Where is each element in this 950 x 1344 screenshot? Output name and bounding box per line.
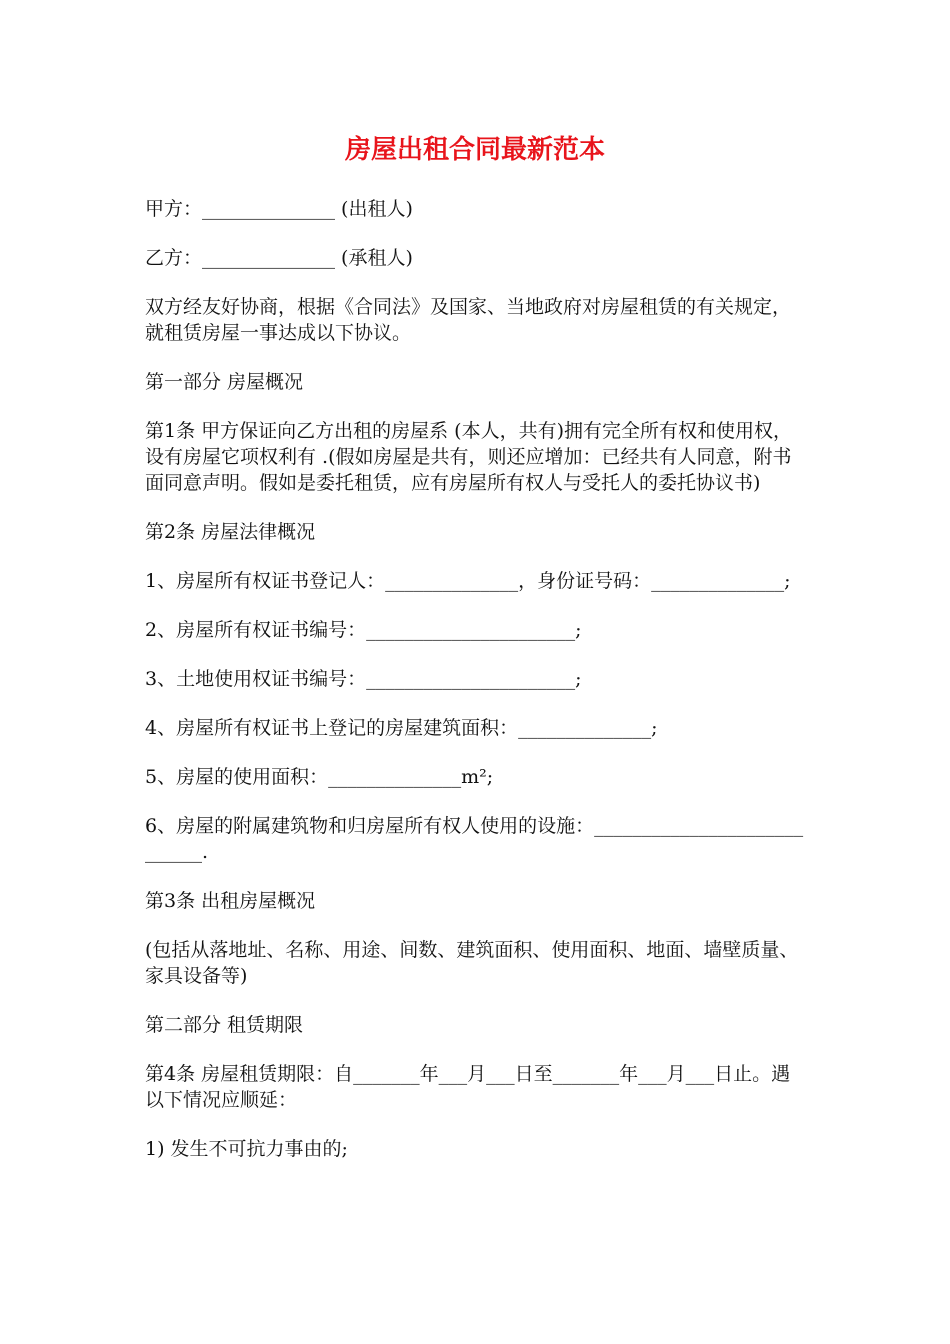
list-item-1: 1) 发生不可抗力事由的; [145, 1138, 348, 1160]
article-3-note: (包括从落地址、名称、用途、间数、建筑面积、使用面积、地面、墙壁质量、家具设备等) [145, 939, 799, 987]
section-heading-part-1: 第一部分 房屋概况 [145, 371, 304, 393]
document-title: 房屋出租合同最新范本 [344, 135, 605, 165]
article-2-heading: 第2条 房屋法律概况 [145, 521, 316, 543]
preamble-paragraph: 双方经友好协商，根据《合同法》及国家、当地政府对房屋租赁的有关规定，就租赁房屋一事达成以下协议。 [145, 296, 792, 344]
clause-item-6: 6、房屋的附属建筑物和归房屋所有权人使用的设施：____________________________. [145, 815, 804, 863]
article-1-paragraph: 第1条 甲方保证向乙方出租的房屋系 (本人，共有)拥有完全所有权和使用权，设有房屋它项权利有 .(假如房屋是共有，则还应增加：已经共有人同意，附书面同意声明。假如是委托租赁，应有房屋所有权人与受托人的委托协议书) [145, 420, 792, 494]
section-heading-part-2: 第二部分 租赁期限 [145, 1014, 304, 1036]
document-body [145, 196, 809, 1185]
party-a-line: 甲方：______________ (出租人) [145, 198, 413, 220]
clause-item-5: 5、房屋的使用面积：______________m²; [145, 766, 494, 788]
clause-item-4: 4、房屋所有权证书上登记的房屋建筑面积：______________; [145, 717, 658, 739]
party-b-line: 乙方：______________ (承租人) [145, 247, 413, 269]
article-4-paragraph: 第4条 房屋租赁期限：自_______年___月___日至_______年___月___日止。遇以下情况应顺延： [145, 1063, 791, 1111]
article-3-heading: 第3条 出租房屋概况 [145, 890, 316, 912]
clause-item-2: 2、房屋所有权证书编号：______________________; [145, 619, 582, 641]
clause-item-1: 1、房屋所有权证书登记人：______________，身份证号码：______________; [145, 570, 791, 592]
clause-item-3: 3、土地使用权证书编号：______________________; [145, 668, 582, 690]
